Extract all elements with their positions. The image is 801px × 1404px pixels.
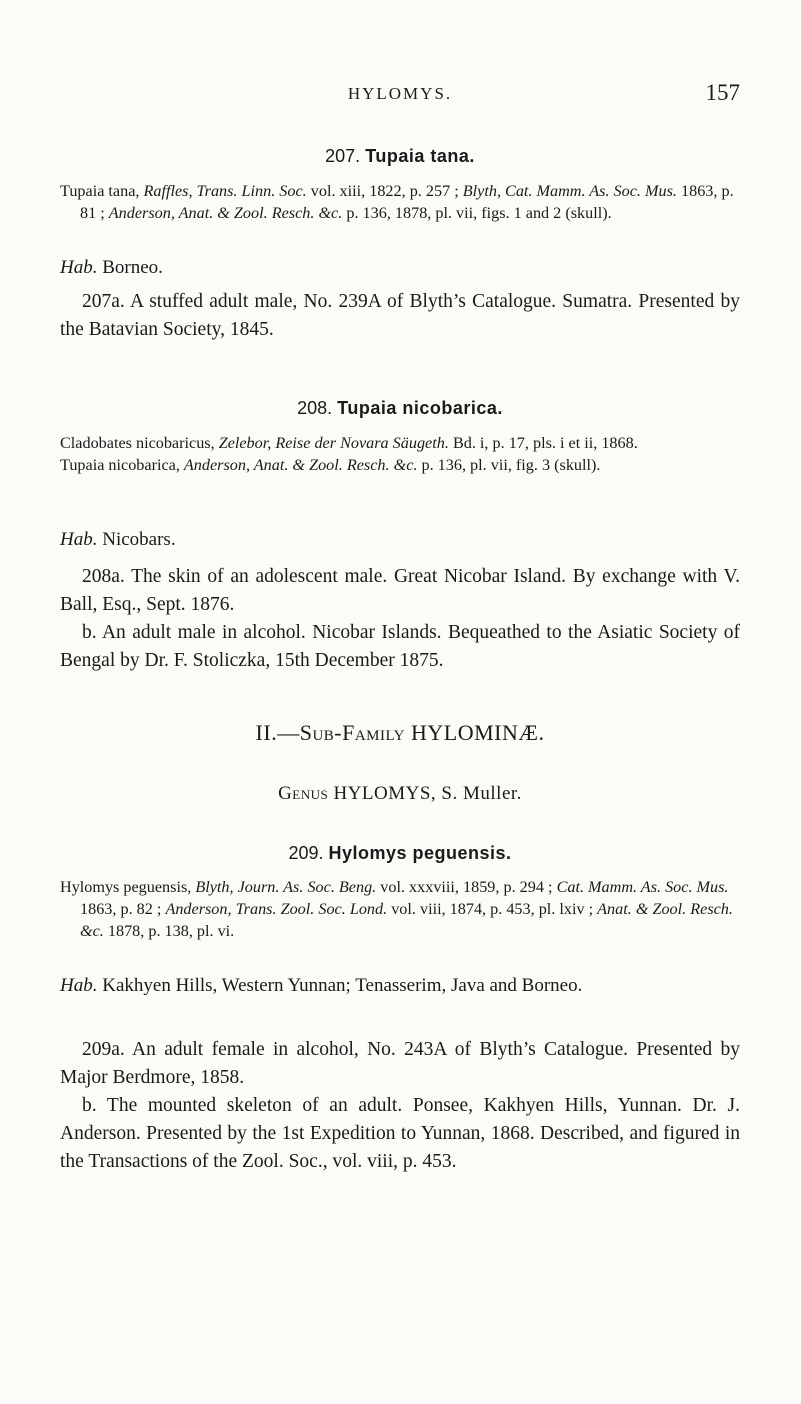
specimens-208 <box>60 563 740 675</box>
synonym-line: Hylomys peguensis, Blyth, Journ. As. Soc. Beng. vol. xxxviii, 1859, p. 294 ; Cat. Mamm. As. Soc. Mus. 1863, p. 82 ; Anderson, Trans. Zool. Soc. Lond. vol. viii, 1874, p. 453, pl. lxiv ; Anat. & Zool. Resch. &c. 1878, p. 138, pl. vi. <box>60 878 733 940</box>
specimen: 209a. An adult female in alcohol, No. 243A of Blyth’s Catalogue. Presented by Major Berdmore, 1858. <box>60 1039 740 1088</box>
page-number: 157 <box>705 80 740 105</box>
species-heading-209 <box>60 843 740 864</box>
species-number: 208. <box>297 398 333 418</box>
synonymy-208 <box>60 432 740 476</box>
subfamily-heading: II.—Sub-Family HYLOMINÆ. <box>255 720 545 745</box>
species-number: 207. <box>325 146 361 166</box>
specimen: 207a. A stuffed adult male, No. 239A of Blyth’s Catalogue. Sumatra. Presented by the Batavian Society, 1845. <box>60 291 740 340</box>
habitat-208: Hab. Nicobars. <box>60 529 176 550</box>
species-heading-207 <box>60 146 740 167</box>
specimen: 208a. The skin of an adolescent male. Great Nicobar Island. By exchange with V. Ball, Esq., Sept. 1876. <box>60 566 740 615</box>
running-head <box>60 80 740 110</box>
species-heading-208 <box>60 398 740 419</box>
habitat-209: Hab. Kakhyen Hills, Western Yunnan; Tenasserim, Java and Borneo. <box>60 975 583 996</box>
habitat-207: Hab. Borneo. <box>60 257 163 278</box>
synonymy-207 <box>60 180 740 224</box>
genus-heading: Genus HYLOMYS, S. Muller. <box>278 783 522 804</box>
specimen: b. The mounted skeleton of an adult. Ponsee, Kakhyen Hills, Yunnan. Dr. J. Anderson. Presented by the 1st Expedition to Yunnan, 1868. Described, and figured in the Transactions of the Zool. Soc., vol. viii, p. 453. <box>60 1095 740 1172</box>
specimen: b. An adult male in alcohol. Nicobar Islands. Bequeathed to the Asiatic Society of Bengal by Dr. F. Stoliczka, 15th December 1875. <box>60 622 740 671</box>
synonym-line: Tupaia tana, Raffles, Trans. Linn. Soc. vol. xiii, 1822, p. 257 ; Blyth, Cat. Mamm. As. Soc. Mus. 1863, p. 81 ; Anderson, Anat. & Zool. Resch. &c. p. 136, 1878, pl. vii, figs. 1 and 2 (skull). <box>60 182 734 222</box>
species-name: Tupaia nicobarica. <box>337 398 503 418</box>
species-number: 209. <box>288 843 324 863</box>
synonymy-209 <box>60 876 740 942</box>
species-name: Hylomys peguensis. <box>328 843 512 863</box>
synonym-line: Tupaia nicobarica, Anderson, Anat. & Zool. Resch. &c. p. 136, pl. vii, fig. 3 (skull). <box>60 456 601 474</box>
synonym-line: Cladobates nicobaricus, Zelebor, Reise der Novara Säugeth. Bd. i, p. 17, pls. i et ii, 1868. <box>60 434 638 452</box>
running-title: HYLOMYS. <box>347 84 453 103</box>
species-name: Tupaia tana. <box>365 146 475 166</box>
specimens-209 <box>60 1036 740 1176</box>
specimens-207 <box>60 288 740 344</box>
